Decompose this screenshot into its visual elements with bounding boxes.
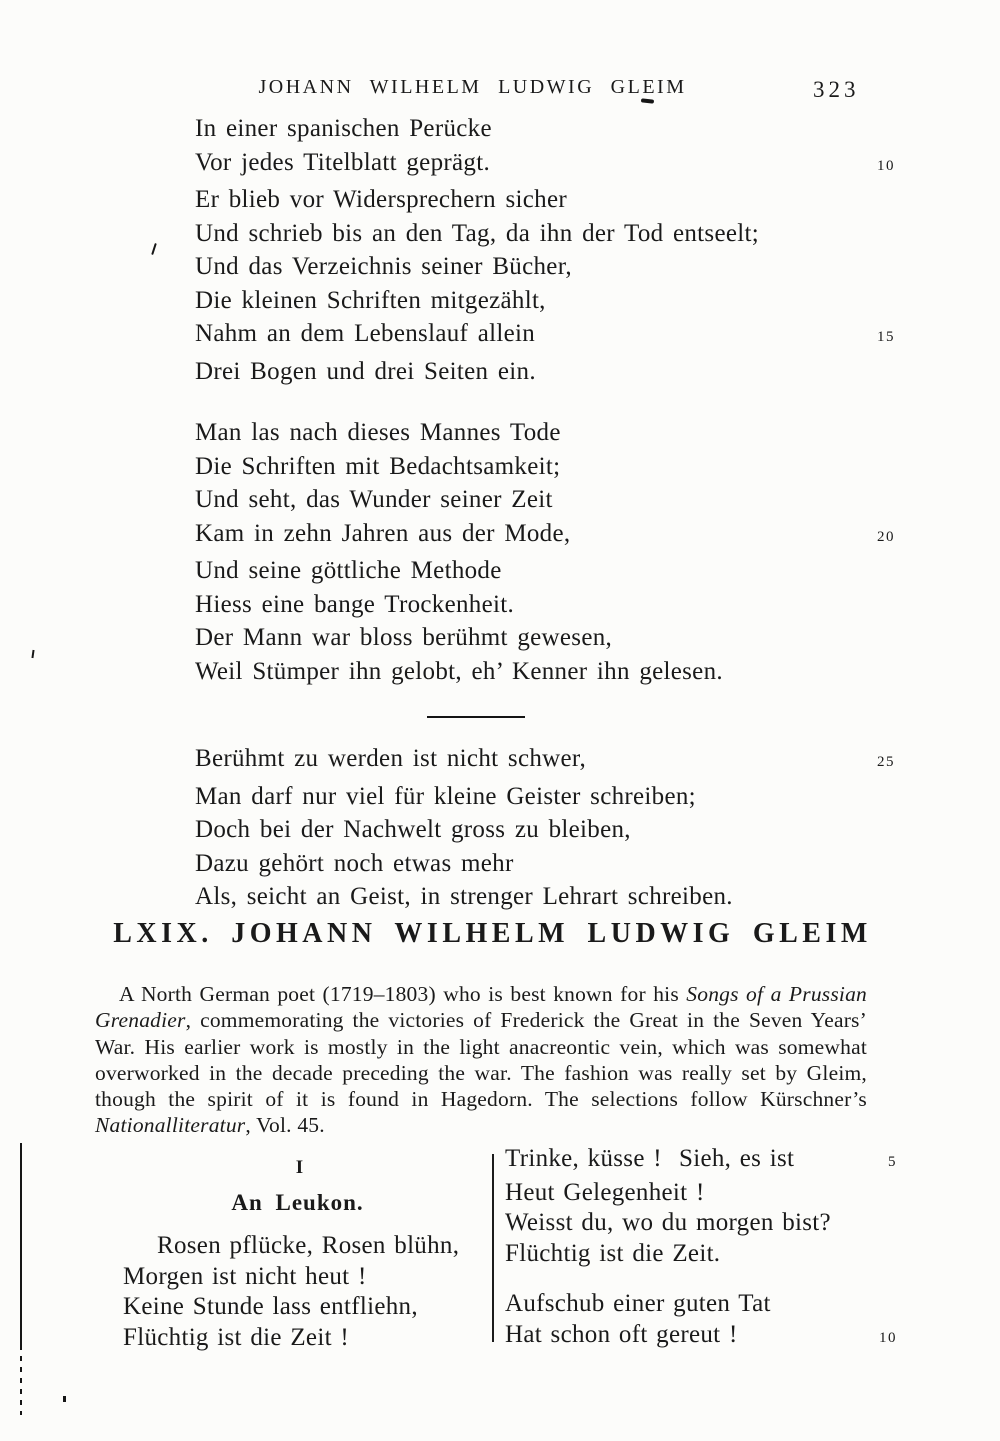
poem-line-text: Rosen pflücke, Rosen blühn, [157, 1232, 460, 1259]
page-number: 323 [813, 77, 860, 102]
verse-line-number: 10 [877, 157, 895, 174]
intro-text: , commemorating the victories of Frederick the Great in the Seven Years’ War. His earlier work is mostly in the light anacreontic vein, which was somewhat overworked in the decade preceding the war. The fashion was really set by Gleim, though the spirit of it is found in Hagedorn. The selections follow Kürschner’s [95, 1008, 867, 1112]
poem-line [195, 483, 895, 517]
poem-epigram-block [195, 112, 895, 942]
poem-line [505, 1178, 897, 1209]
poem-line-text: Und schrieb bis an den Tag, da ihn der Tod entseelt; [195, 219, 759, 247]
scan-artifact-smudge [641, 98, 654, 103]
poem-line-text: Dazu gehört noch etwas mehr [195, 849, 514, 877]
verse-line-number: 20 [877, 528, 895, 545]
poem-line [195, 112, 895, 146]
poem-line [195, 183, 895, 217]
poem-line-text: Der Mann war bloss berühmt gewesen, [195, 624, 613, 651]
poem-line-text: Man las nach dieses Mannes Tode [195, 419, 561, 446]
poem-line [505, 1208, 897, 1239]
poem-line-text: Er blieb vor Widersprechern sicher [195, 186, 567, 213]
scan-artifact-margin-line-dashed [20, 1345, 22, 1415]
poem-line-text: Und das Verzeichnis seiner Bücher, [195, 253, 572, 280]
scan-artifact-tick [31, 650, 34, 658]
poem-line [195, 217, 895, 251]
poem-line [195, 588, 895, 622]
poem-line [505, 1289, 897, 1320]
poem-line-text: Hat schon oft gereut ! [505, 1320, 738, 1348]
poem-line-text: Hiess eine bange Trockenheit. [195, 590, 515, 618]
poem-line-text: Als, seicht an Geist, in strenger Lehrart schreiben. [195, 883, 733, 910]
poem-line-text: Nahm an dem Lebenslauf allein [195, 320, 536, 347]
intro-text: , Vol. 45. [245, 1113, 325, 1138]
poem-line-text: Morgen ist nicht heut ! [123, 1262, 367, 1290]
intro-text: A North German poet (1719–1803) who is best known for his [119, 982, 687, 1006]
verse-line-number: 15 [877, 329, 895, 345]
poem-line-text: Und seine göttliche Methode [195, 557, 502, 584]
intro-work-title: Nationalliteratur [95, 1113, 246, 1138]
poem-line [123, 1262, 490, 1293]
poem-line [195, 450, 895, 484]
poem-line [195, 355, 895, 389]
left-column [95, 1148, 490, 1353]
poem-line-text: Kam in zehn Jahren aus der Mode, [195, 519, 571, 547]
poem-line-text: Weisst du, wo du morgen bist? [505, 1209, 831, 1236]
poem-line [195, 284, 895, 318]
poem-line-text: Man darf nur viel für kleine Geister schreiben; [195, 782, 696, 810]
stanza [195, 112, 895, 388]
editor-introduction [95, 981, 867, 1139]
poem-divider-rule [427, 716, 525, 718]
poem-line-text: Flüchtig ist die Zeit. [505, 1239, 721, 1267]
stanza [505, 1144, 897, 1269]
poem-line [195, 416, 895, 450]
poem-title: An Leukon. [231, 1190, 364, 1215]
scan-artifact-margin-line [20, 1143, 22, 1345]
poem-line [505, 1320, 897, 1354]
poem-line-text: Berühmt zu werden ist nicht schwer, [195, 745, 587, 772]
poem-line-text: Und seht, das Wunder seiner Zeit [195, 486, 553, 513]
poem-line [123, 1231, 490, 1262]
poem-line-text: Doch bei der Nachwelt gross zu bleiben, [195, 816, 631, 843]
poem-line [505, 1239, 897, 1270]
poem-line [195, 146, 895, 184]
poem-line-text: Aufschub einer guten Tat [505, 1290, 771, 1317]
poem-line-text: Die Schriften mit Bedachtsamkeit; [195, 452, 561, 480]
verse-line-number: 10 [879, 1329, 897, 1346]
poem-line [123, 1323, 490, 1354]
poem-line [195, 621, 895, 655]
poem-line [195, 813, 895, 847]
poem-line [195, 554, 895, 588]
poem-line-text: Weil Stümper ihn gelobt, eh’ Kenner ihn gelesen. [195, 657, 723, 685]
column-divider-rule [492, 1154, 494, 1342]
poem-line [195, 250, 895, 284]
verse-line-number: 25 [877, 754, 895, 770]
stanza [95, 1231, 490, 1353]
poem-line [195, 847, 895, 881]
poem-line [195, 742, 895, 780]
poem-line-text: Die kleinen Schriften mitgezählt, [195, 286, 546, 314]
stanza [195, 416, 895, 688]
scan-artifact-tick [151, 243, 157, 255]
scan-artifact-speck [63, 1396, 66, 1402]
verse-line-number: 5 [888, 1154, 897, 1170]
right-column [505, 1144, 897, 1353]
stanza [505, 1289, 897, 1353]
poem-line [123, 1292, 490, 1323]
section-heading: LXIX. JOHANN WILHELM LUDWIG GLEIM [113, 918, 872, 949]
poem-line [195, 655, 895, 689]
intro-work-title: Songs of a Prussian Grenadier [95, 982, 867, 1033]
poem-line-text: Drei Bogen und drei Seiten ein. [195, 357, 536, 385]
poem-line-text: Heut Gelegenheit ! [505, 1178, 705, 1206]
running-header-title: JOHANN WILHELM LUDWIG GLEIM [258, 76, 687, 98]
poem-line-text: Keine Stunde lass entfliehn, [123, 1293, 418, 1320]
poem-number: I [295, 1157, 305, 1178]
poem-line [505, 1144, 897, 1178]
poem-line [195, 880, 895, 914]
poem-line [195, 317, 895, 355]
poem-line [195, 517, 895, 555]
stanza [195, 742, 895, 914]
poem-line [195, 780, 895, 814]
poem-line-text: Trinke, küsse ! Sieh, es ist [505, 1145, 795, 1172]
poem-line-text: In einer spanischen Perücke [195, 115, 492, 142]
poem-line-text: Vor jedes Titelblatt geprägt. [195, 148, 490, 176]
poem-line-text: Flüchtig ist die Zeit ! [123, 1323, 349, 1351]
